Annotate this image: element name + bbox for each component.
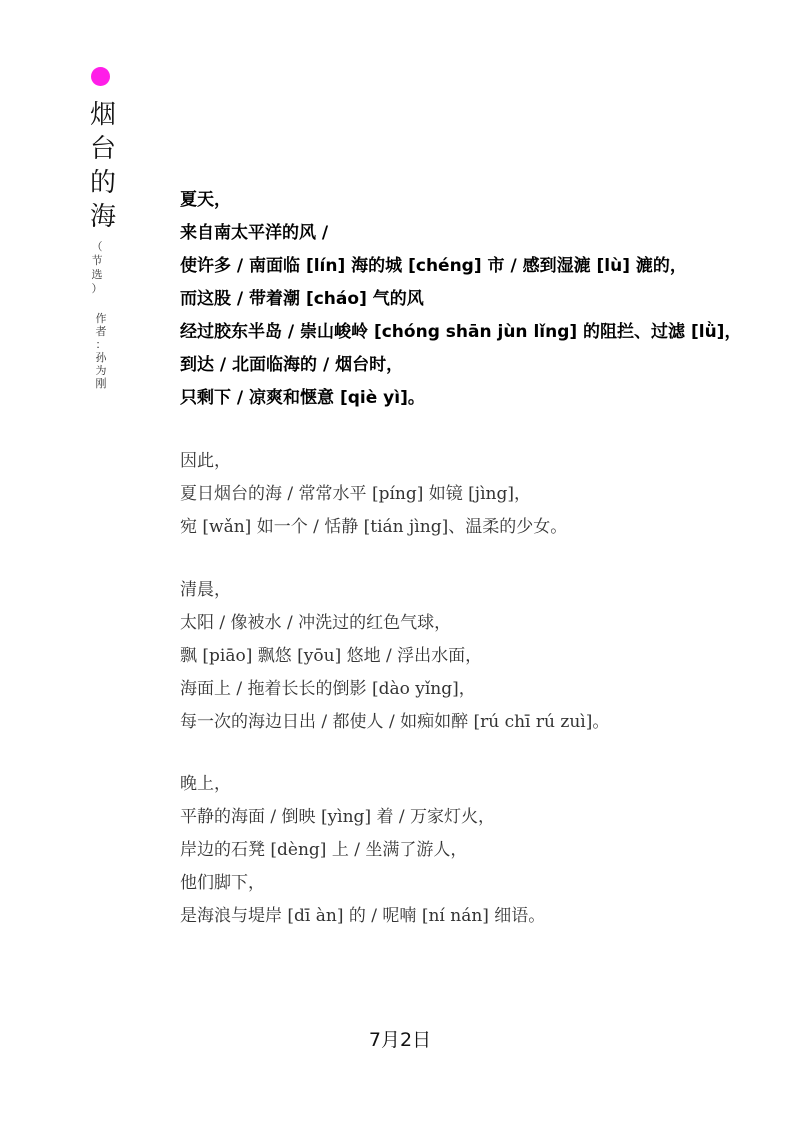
author-char: 作 bbox=[95, 312, 107, 325]
poem-line: 宛 [wǎn] 如一个 / 恬静 [tián jìng]、温柔的少女。 bbox=[180, 517, 568, 537]
author-char: 刚 bbox=[95, 377, 107, 390]
poem-line: 晚上， bbox=[180, 774, 231, 794]
subtitle-char: 节 bbox=[91, 254, 103, 267]
poem-line: 到达 / 北面临海的 / 烟台时， bbox=[180, 355, 404, 375]
subtitle bbox=[90, 240, 104, 296]
author-char: ： bbox=[95, 338, 107, 351]
pink-dot-icon bbox=[91, 67, 110, 86]
date-label: 7月2日 bbox=[368, 1029, 432, 1051]
poem-line: 只剩下 / 凉爽和惬意 [qiè yì]。 bbox=[180, 388, 425, 408]
poem-line: 是海浪与堤岸 [dī àn] 的 / 呢喃 [ní nán] 细语。 bbox=[180, 906, 546, 926]
title-char: 海 bbox=[89, 202, 116, 232]
poem-line: 经过胶东半岛 / 崇山峻岭 [chóng shān jùn lǐng] 的阻拦、过滤 [lǜ]， bbox=[180, 322, 742, 342]
poem-line: 来自南太平洋的风 / bbox=[180, 223, 329, 243]
title-char: 烟 bbox=[89, 100, 116, 130]
author-char: 为 bbox=[95, 364, 107, 377]
stanza-evening bbox=[180, 768, 545, 933]
subtitle-char: （ bbox=[91, 240, 103, 253]
poem-line: 夏日烟台的海 / 常常水平 [píng] 如镜 [jìng]， bbox=[180, 484, 531, 504]
poem-line: 海面上 / 拖着长长的倒影 [dào yǐng]， bbox=[180, 679, 476, 699]
author-credit bbox=[94, 312, 108, 390]
page-title bbox=[88, 98, 118, 234]
stanza-therefore bbox=[180, 445, 567, 544]
author-char: 孙 bbox=[95, 351, 107, 364]
poem-line: 平静的海面 / 倒映 [yìng] 着 / 万家灯火， bbox=[180, 807, 496, 827]
poem-line: 清晨， bbox=[180, 580, 231, 600]
subtitle-char: 选 bbox=[91, 268, 103, 281]
poem-line: 每一次的海边日出 / 都使人 / 如痴如醉 [rú chī rú zuì]。 bbox=[180, 712, 610, 732]
poem-line: 因此， bbox=[180, 451, 231, 471]
poem-line: 使许多 / 南面临 [lín] 海的城 [chéng] 市 / 感到湿漉 [lù] 漉的， bbox=[180, 256, 687, 276]
subtitle-char: ） bbox=[91, 282, 103, 295]
title-char: 台 bbox=[89, 134, 116, 164]
stanza-morning bbox=[180, 574, 609, 739]
stanza-summer bbox=[180, 184, 741, 415]
author-char: 者 bbox=[95, 325, 107, 338]
poem-line: 飘 [piāo] 飘悠 [yōu] 悠地 / 浮出水面， bbox=[180, 646, 483, 666]
poem-line: 夏天， bbox=[180, 190, 231, 210]
poem-line: 岸边的石凳 [dèng] 上 / 坐满了游人， bbox=[180, 840, 468, 860]
poem-line: 太阳 / 像被水 / 冲洗过的红色气球， bbox=[180, 613, 452, 633]
poem-line: 而这股 / 带着潮 [cháo] 气的风 bbox=[180, 289, 424, 309]
poem-line: 他们脚下， bbox=[180, 873, 265, 893]
title-char: 的 bbox=[89, 168, 116, 198]
